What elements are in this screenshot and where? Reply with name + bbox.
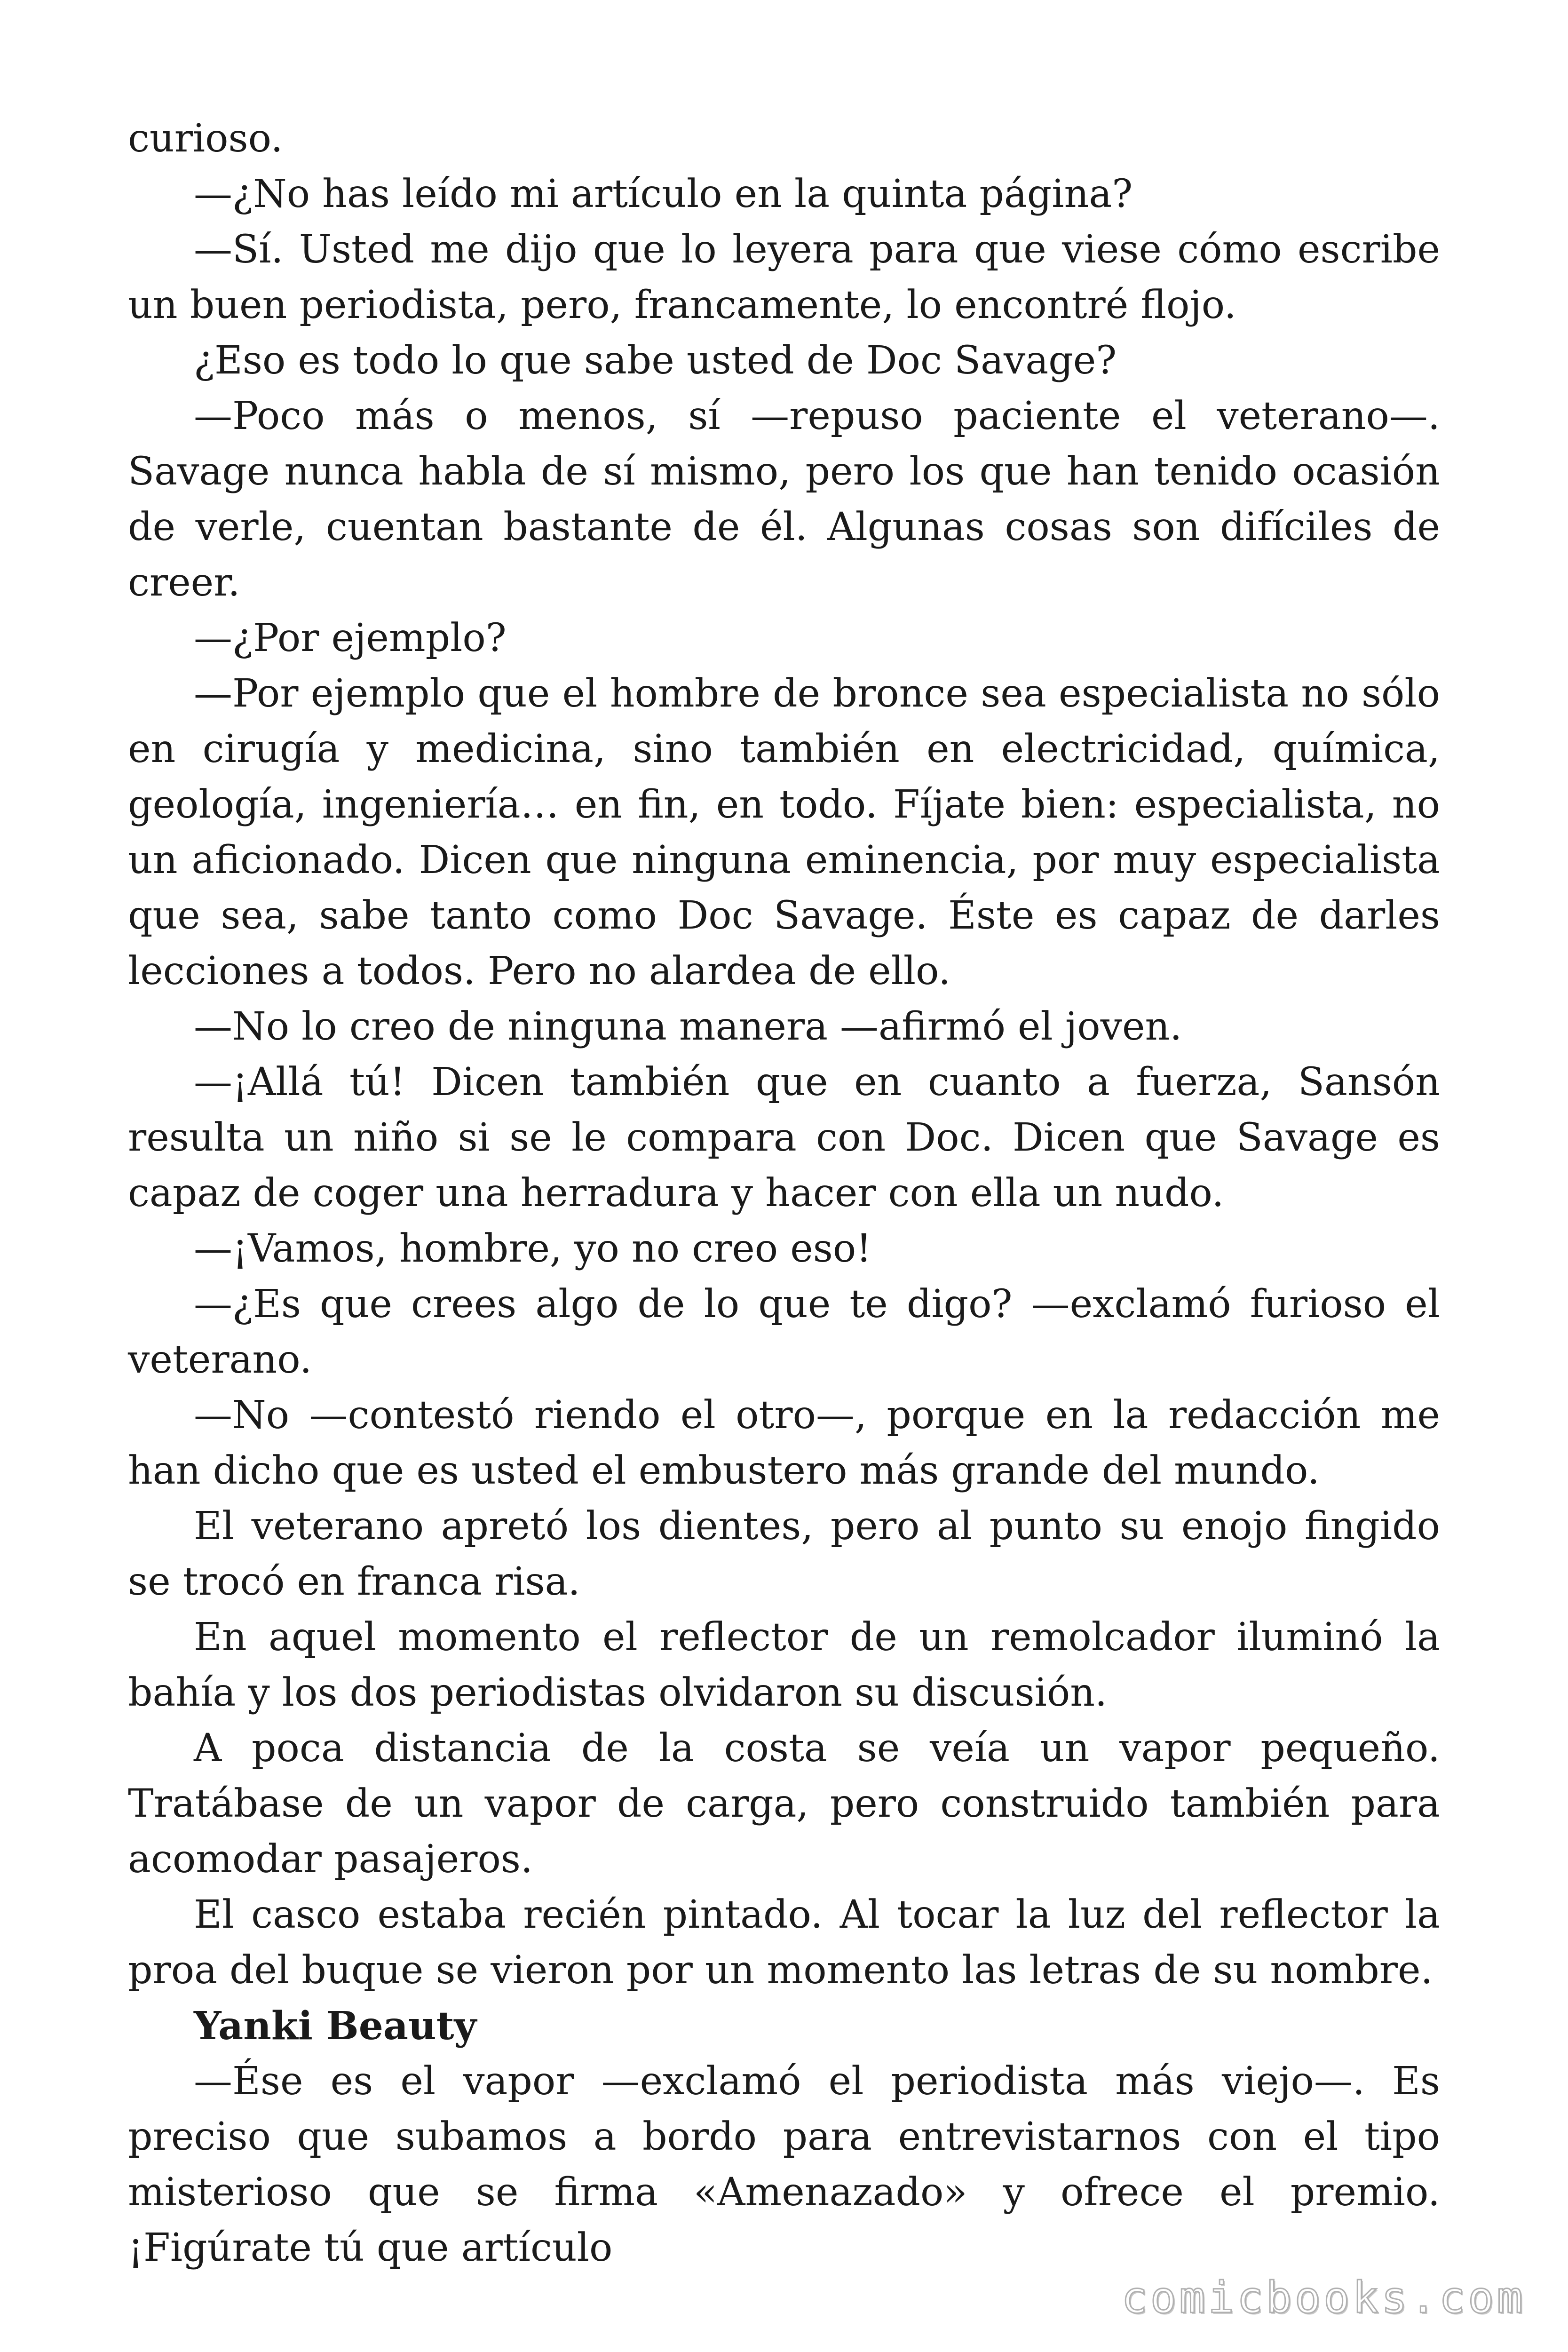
paragraph: —Ése es el vapor —exclamó el periodista más viejo—. Es preciso que subamos a bordo para entrevistarnos con el tipo misterioso que se firma «Amenazado» y ofrece el premio. ¡Figúrate tú que artículo bbox=[128, 2059, 1440, 2270]
paragraph: —No —contestó riendo el otro—, porque en la redacción me han dicho que es usted el embustero más grande del mundo. bbox=[128, 1393, 1440, 1493]
paragraph: —No lo creo de ninguna manera —afirmó el joven. bbox=[194, 1004, 1182, 1049]
paragraph: —¡Allá tú! Dicen también que en cuanto a fuerza, Sansón resulta un niño si se le compara con Doc. Dicen que Savage es capaz de coger una herradura y hacer con ella un nudo. bbox=[128, 1060, 1440, 1216]
paragraph: En aquel momento el reflector de un remolcador iluminó la bahía y los dos periodistas olvidaron su discusión. bbox=[128, 1615, 1440, 1715]
paragraph: El casco estaba recién pintado. Al tocar la luz del reflector la proa del buque se vieron por un momento las letras de su nombre. bbox=[128, 1892, 1440, 1993]
paragraph: —¿Es que crees algo de lo que te digo? —exclamó furioso el veterano. bbox=[128, 1282, 1440, 1382]
paragraph: —Poco más o menos, sí —repuso paciente el veterano—. Savage nunca habla de sí mismo, pero los que han tenido ocasión de verle, cuentan bastante de él. Algunas cosas son difíciles de creer. bbox=[128, 394, 1440, 605]
ship-name-heading: Yanki Beauty bbox=[194, 2003, 477, 2049]
paragraph: A poca distancia de la costa se veía un vapor pequeño. Tratábase de un vapor de carga, pero construido también para acomodar pasajeros. bbox=[128, 1726, 1440, 1882]
paragraph: El veterano apretó los dientes, pero al punto su enojo fingido se trocó en franca risa. bbox=[128, 1504, 1440, 1604]
page-text bbox=[128, 111, 1440, 2276]
watermark: comicbooks.com bbox=[1121, 2273, 1526, 2323]
paragraph: —Por ejemplo que el hombre de bronce sea especialista no sólo en cirugía y medicina, sino también en electricidad, química, geología, ingeniería… en fin, en todo. Fíjate bien: especialista, no un aficionado. Dicen que ninguna eminencia, por muy especialista que sea, sabe tanto como Doc Savage. Éste es capaz de darles lecciones a todos. Pero no alardea de ello. bbox=[128, 671, 1440, 993]
paragraph: —¿Por ejemplo? bbox=[194, 616, 507, 660]
paragraph: —Sí. Usted me dijo que lo leyera para que viese cómo escribe un buen periodista, pero, francamente, lo encontré flojo. bbox=[128, 227, 1440, 327]
paragraph: curioso. bbox=[128, 116, 283, 161]
paragraph: ¿Eso es todo lo que sabe usted de Doc Savage? bbox=[194, 338, 1117, 383]
paragraph: —¡Vamos, hombre, yo no creo eso! bbox=[194, 1226, 872, 1271]
paragraph: —¿No has leído mi artículo en la quinta página? bbox=[194, 172, 1133, 216]
